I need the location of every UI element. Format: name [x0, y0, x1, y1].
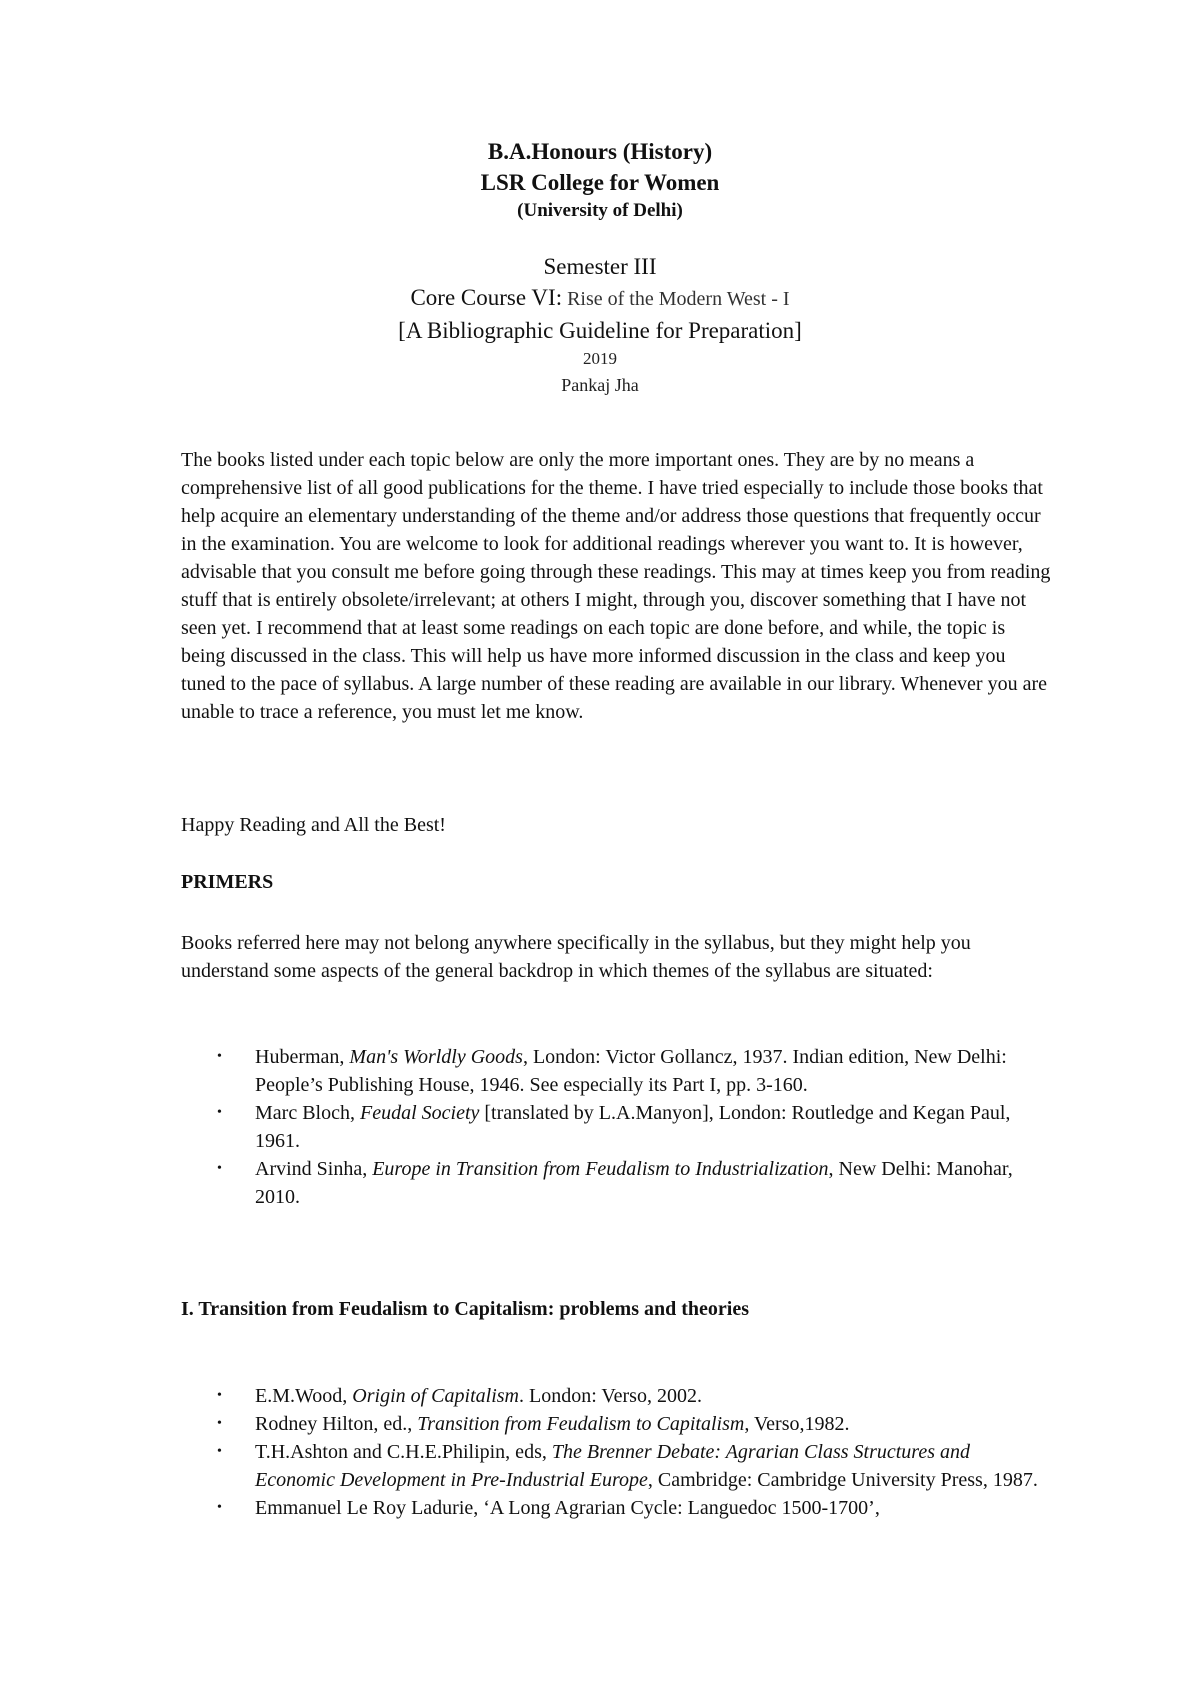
- bullet-icon: •: [217, 1444, 222, 1459]
- bullet-icon: •: [217, 1416, 222, 1431]
- course-line: [0, 282, 1200, 315]
- book-title: Man's Worldly Goods: [349, 1046, 523, 1068]
- course-label: Core Course VI:: [410, 285, 563, 310]
- primers-description: Books referred here may not belong anywhere specifically in the syllabus, but they might help you understand some aspects of the general backdrop in which themes of the syllabus are situated:: [181, 932, 971, 982]
- list-item: • Marc Bloch, Feudal Society [translated by L.A.Manyon], London: Routledge and Kegan Paul, 1961.: [181, 1099, 1041, 1155]
- bullet-icon: •: [217, 1105, 222, 1120]
- list-item: • E.M.Wood, Origin of Capitalism. London: Verso, 2002.: [181, 1382, 1041, 1410]
- intro-paragraph: The books listed under each topic below are only the more important ones. They are by no means a comprehensive list of all good publications for the theme. I have tried especially to include those books that help acquire an elementary understanding of the theme and/or address those questions that frequently occur in the examination. You are welcome to look for additional readings wherever you want to. It is however, advisable that you consult me before going through these readings. This may at times keep you from reading stuff that is entirely obsolete/irrelevant; at others I might, through you, discover something that I have not seen yet. I recommend that at least some readings on each topic are done before, and while, the topic is being discussed in the class. This will help us have more informed discussion in the class and keep you tuned to the pace of syllabus. A large number of these reading are available in our library. Whenever you are unable to trace a reference, you must let me know.: [181, 449, 1051, 723]
- book-title: The Brenner Debate: Agrarian Class Structures and Economic Development in Pre-Industrial Europe: [255, 1441, 970, 1491]
- university-subtitle: (University of Delhi): [517, 200, 683, 221]
- list-item: • T.H.Ashton and C.H.E.Philipin, eds, The Brenner Debate: Agrarian Class Structures and Economic Development in Pre-Industrial Europe, Cambridge: Cambridge University Press, 1987.: [181, 1438, 1041, 1494]
- course-title: Rise of the Modern West - I: [562, 288, 790, 310]
- primers-heading: PRIMERS: [181, 871, 274, 893]
- book-title: Transition from Feudalism to Capitalism: [417, 1413, 745, 1435]
- year-label: 2019: [583, 349, 617, 368]
- course-header: [0, 251, 1200, 398]
- author-name: Pankaj Jha: [561, 375, 639, 395]
- college-title: LSR College for Women: [480, 170, 720, 195]
- bullet-icon: •: [217, 1049, 222, 1064]
- bullet-icon: •: [217, 1161, 222, 1176]
- section-1-list: [181, 1382, 1041, 1522]
- section-1-heading: I. Transition from Feudalism to Capitalism: problems and theories: [181, 1298, 749, 1320]
- list-item: • Arvind Sinha, Europe in Transition from Feudalism to Industrialization, New Delhi: Manohar, 2010.: [181, 1155, 1041, 1211]
- book-title: Europe in Transition from Feudalism to Industrialization: [372, 1158, 829, 1180]
- list-item: • Emmanuel Le Roy Ladurie, ‘A Long Agrarian Cycle: Languedoc 1500-1700’,: [181, 1494, 1041, 1522]
- semester-label: Semester III: [543, 254, 657, 279]
- bullet-icon: •: [217, 1388, 222, 1403]
- list-item: • Huberman, Man's Worldly Goods, London: Victor Gollancz, 1937. Indian edition, New Delhi: People’s Publishing House, 1946. See especially its Part I, pp. 3-160.: [181, 1043, 1041, 1099]
- list-item: • Rodney Hilton, ed., Transition from Feudalism to Capitalism, Verso,1982.: [181, 1410, 1041, 1438]
- primers-list: [181, 1043, 1041, 1211]
- book-title: Feudal Society: [359, 1102, 480, 1124]
- guideline-title: [A Bibliographic Guideline for Preparation]: [398, 318, 802, 343]
- book-title: Origin of Capitalism: [352, 1385, 519, 1407]
- document-header: [0, 136, 1200, 224]
- closing-line: Happy Reading and All the Best!: [181, 814, 446, 836]
- degree-title: B.A.Honours (History): [487, 139, 713, 164]
- bullet-icon: •: [217, 1500, 222, 1515]
